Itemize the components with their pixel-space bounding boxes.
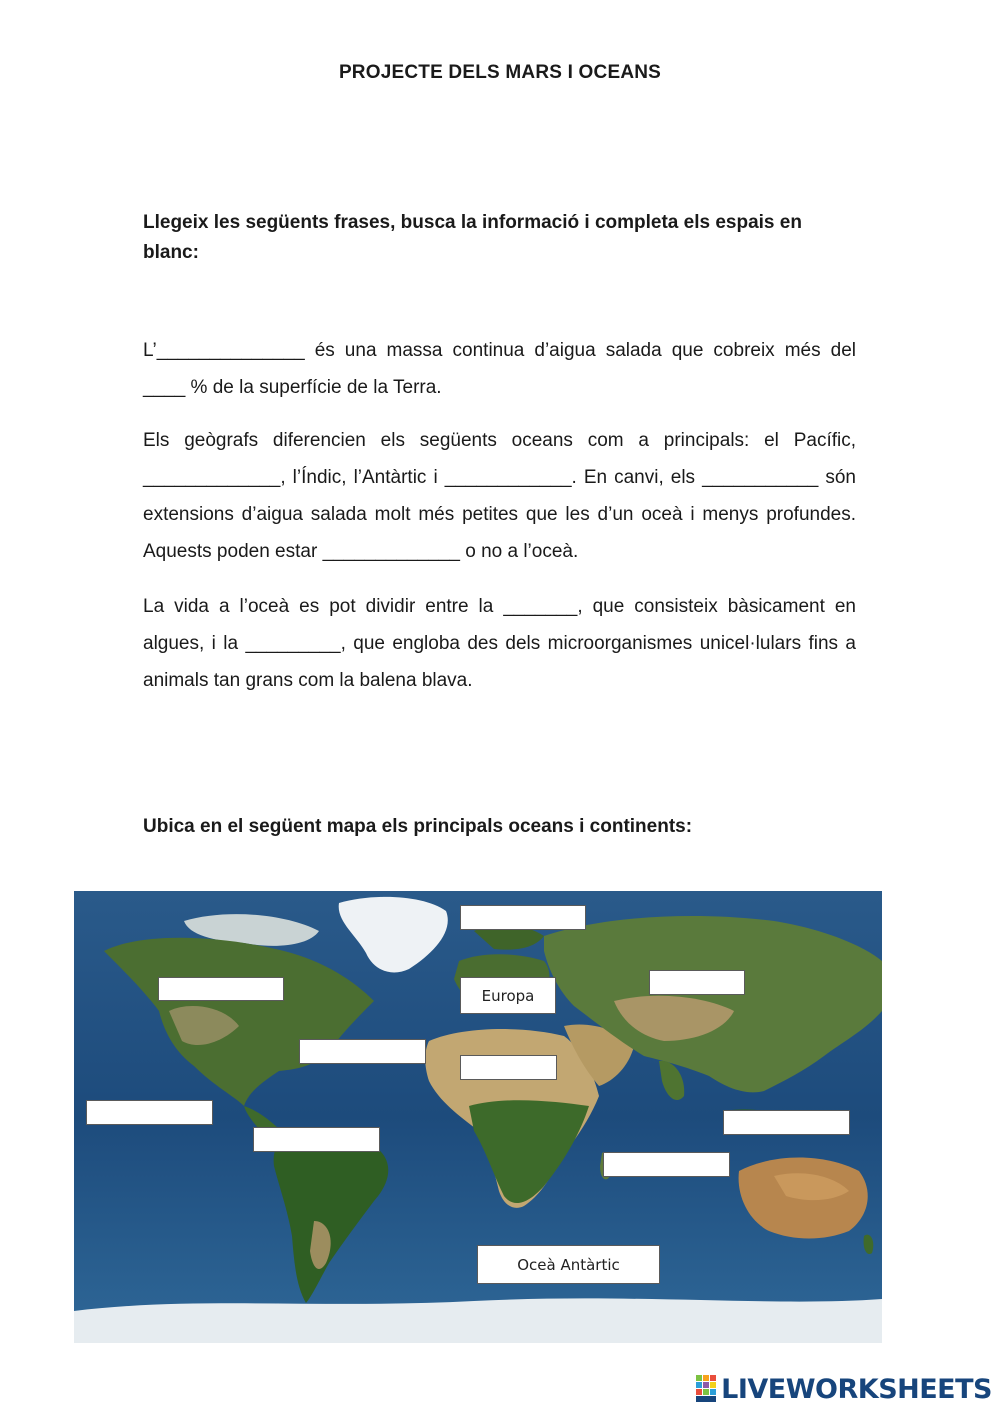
blank-connected[interactable]: _____________ [322,541,460,562]
paragraph-ocean-life [143,588,856,699]
paragraph3-text-a: La vida a l’oceà es pot dividir entre la [143,596,504,617]
paragraph1-text-c: % de la superfície de la Terra. [185,377,442,398]
blank-percentage[interactable]: ____ [143,377,186,398]
answer-input-oceania[interactable] [724,1111,849,1134]
blank-ocean-5[interactable]: ____________ [444,467,572,488]
label-box-north-america[interactable] [158,977,284,1001]
blank-seas[interactable]: ___________ [702,467,819,488]
paragraph2-text-b: , l’Índic, l’Antàrtic i [280,467,445,488]
blank-ocean-2[interactable]: _____________ [143,467,281,488]
answer-input-arctic-ocean[interactable] [461,906,585,929]
label-box-atlantic-ocean[interactable] [299,1039,426,1064]
label-europe: Europa [481,986,535,1005]
paragraph3-text-c: , que engloba des dels microorganismes unicel·lulars fins a animals tan grans com la balena blava. [143,633,856,691]
answer-input-south-america[interactable] [254,1128,379,1151]
answer-input-pacific-ocean[interactable] [87,1101,212,1124]
paragraph1-text-b: és una massa continua d’aigua salada que cobreix més del [304,340,856,361]
world-map [74,891,882,1343]
label-box-oceania[interactable] [723,1110,850,1135]
paragraph3-text-b: , que consisteix bàsicament en algues, i la [143,596,856,654]
answer-input-africa[interactable] [461,1056,556,1079]
paragraph2-text-c: . En canvi, els [571,467,703,488]
answer-input-asia[interactable] [650,971,744,994]
paragraph-ocean-definition [143,332,856,406]
liveworksheets-logo-icon [695,1374,717,1404]
label-box-arctic-ocean[interactable] [460,905,586,930]
label-box-antarctic-ocean [477,1245,660,1284]
blank-fauna[interactable]: _________ [245,633,341,654]
label-box-south-america[interactable] [253,1127,380,1152]
label-box-indian-ocean[interactable] [603,1152,730,1177]
label-box-pacific-ocean[interactable] [86,1100,213,1125]
instruction-fill-blanks: Llegeix les següents frases, busca la informació i completa els espais en blanc: [143,212,802,263]
label-antarctic-ocean: Oceà Antàrtic [517,1255,620,1274]
label-box-africa[interactable] [460,1055,557,1080]
antarctica-landmass [74,1298,882,1343]
answer-input-indian-ocean[interactable] [604,1153,729,1176]
answer-input-north-america[interactable] [159,978,283,1000]
page-title: PROJECTE DELS MARS I OCEANS [338,62,662,83]
paragraph2-text-d: són extensions d’aigua salada molt més petites que les d’un oceà i menys profundes. Aquests poden estar [143,467,856,562]
instruction-map: Ubica en el següent mapa els principals oceans i continents: [143,816,693,837]
paragraph-main-oceans [143,422,856,570]
label-box-asia[interactable] [649,970,745,995]
paragraph1-text-a: L’ [143,340,157,361]
blank-ocean-word[interactable]: ______________ [156,340,305,361]
answer-input-atlantic-ocean[interactable] [300,1040,425,1063]
liveworksheets-logo-text: LIVEWORKSHEETS [721,1373,992,1405]
paragraph2-text-a: Els geògrafs diferencien els següents oceans com a principals: el Pacífic, [143,430,856,451]
label-box-europe [460,977,556,1014]
liveworksheets-logo [695,1369,992,1409]
paragraph2-text-e: o no a l’oceà. [459,541,579,562]
blank-flora[interactable]: _______ [503,596,578,617]
